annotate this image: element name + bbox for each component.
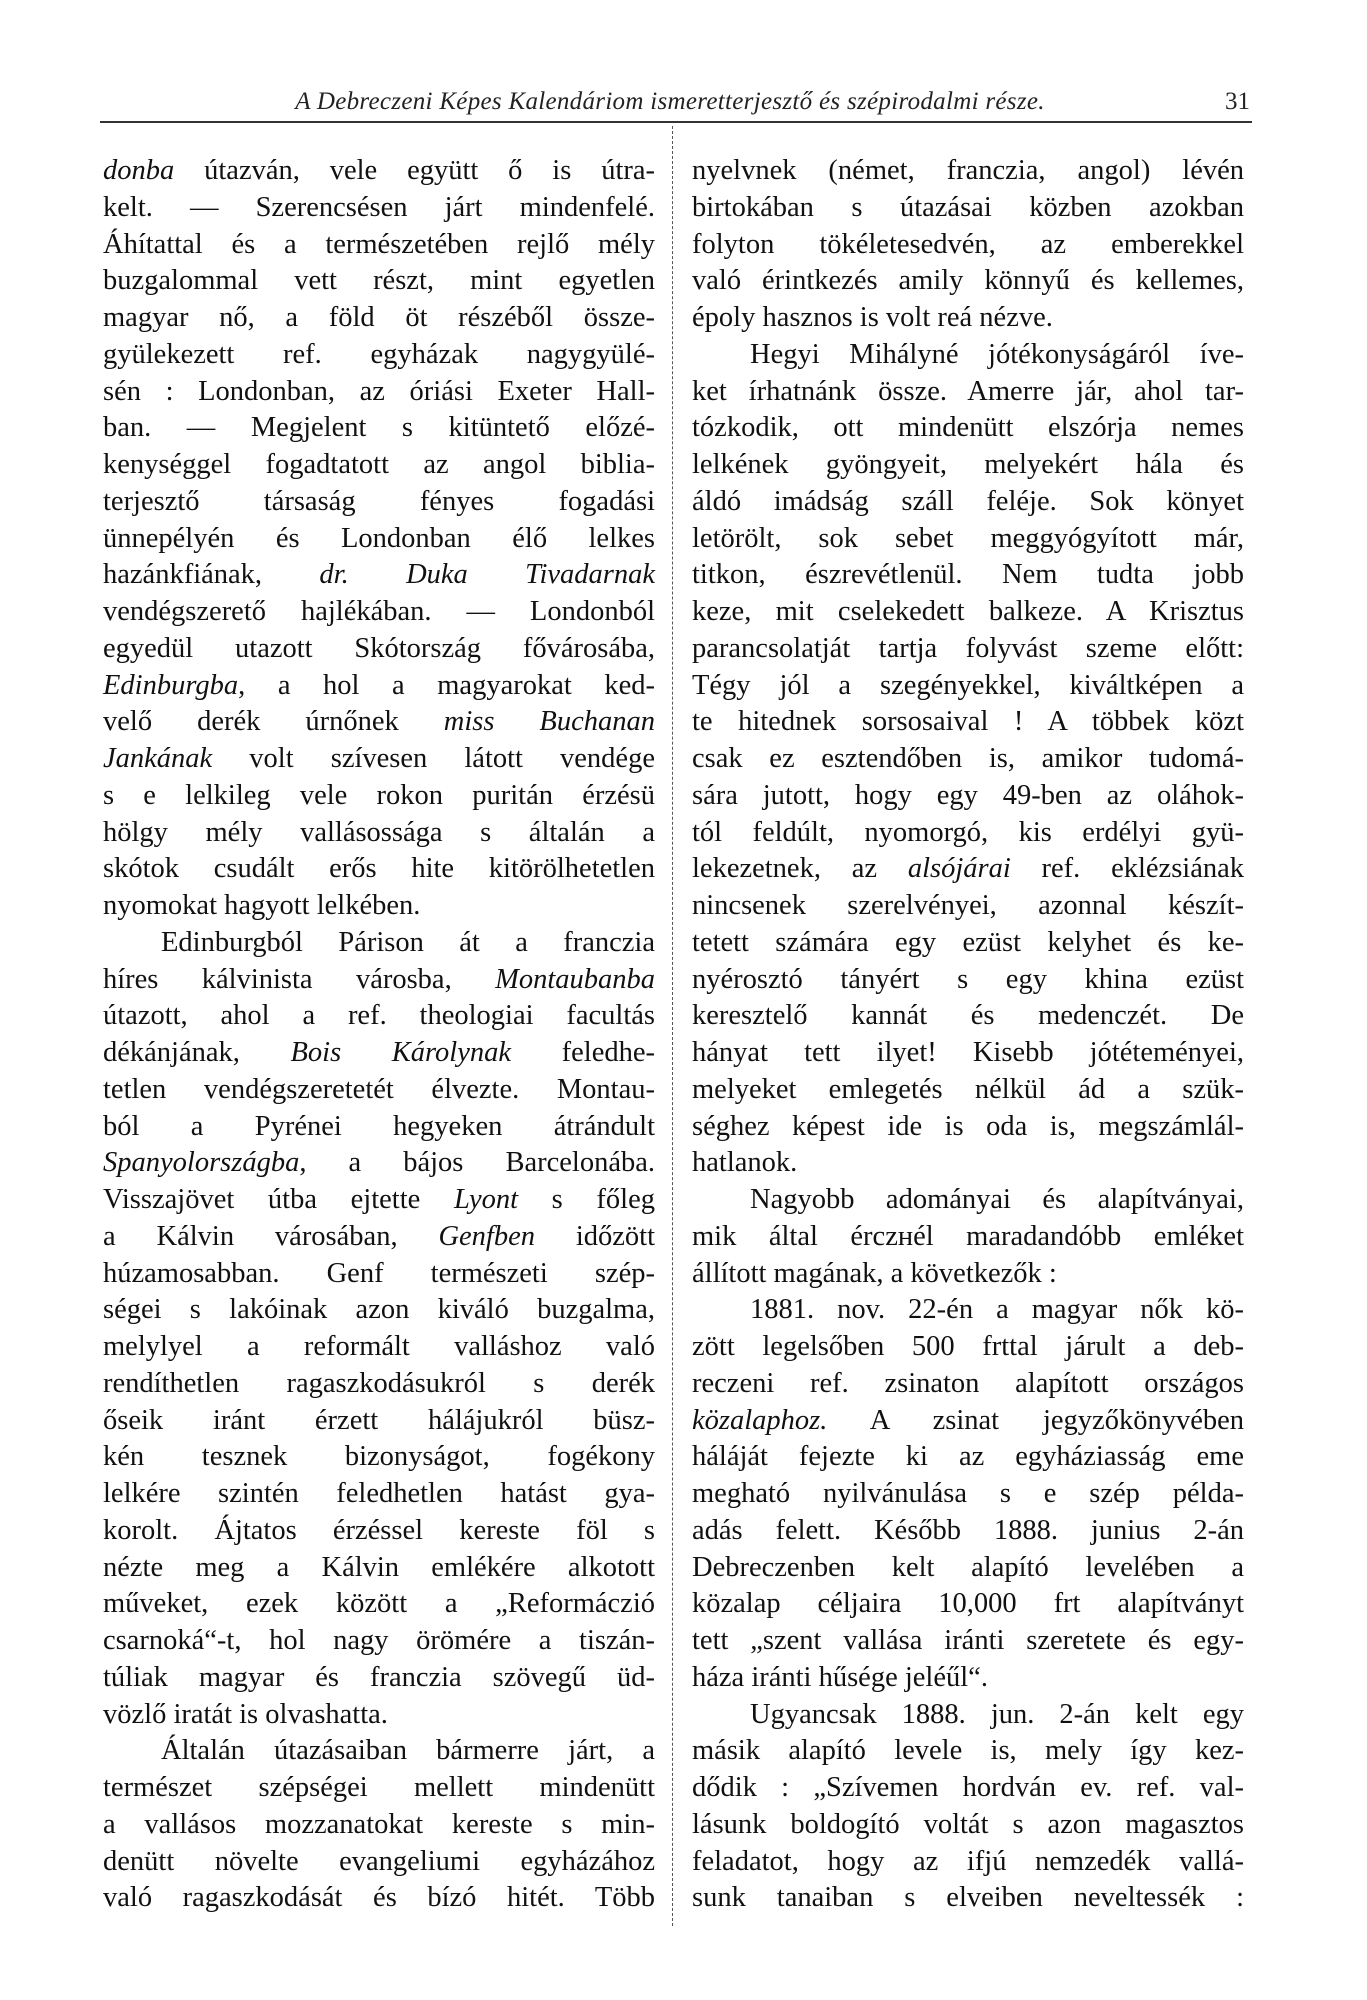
text-line: [692, 1108, 1244, 1145]
header-rule: [100, 121, 1252, 123]
text-segment: Visszajövet útba ejtette: [103, 1184, 454, 1215]
text-line: [692, 1475, 1244, 1512]
text-segment: ket írhatnánk össze. Amerre jár, ahol tar-: [692, 375, 1244, 407]
text-line: [692, 997, 1244, 1034]
text-segment: csarnoká“-t, hol nagy örömére a tiszán-: [103, 1625, 655, 1656]
text-line: [103, 850, 655, 887]
text-segment: korolt. Ájtatos érzéssel kereste föl s: [103, 1514, 655, 1546]
text-line: [103, 924, 655, 961]
text-segment: állított magának, a következők :: [692, 1257, 1057, 1289]
text-line: [103, 1843, 655, 1880]
text-line: [103, 152, 655, 189]
text-line: [103, 667, 655, 704]
text-line: [692, 446, 1244, 483]
text-segment: , a bájos Barcelonába.: [299, 1147, 655, 1179]
text-line: [103, 887, 655, 924]
text-segment: ségei s lakóinak azon kiváló buzgalma,: [103, 1294, 655, 1326]
text-segment: hányat tett ilyet! Kisebb jótéteményei,: [692, 1037, 1244, 1068]
text-segment: tól feldúlt, nyomorgó, kis erdélyi gyü-: [692, 816, 1244, 848]
text-segment: séghez képest ide is oda is, megszámlál-: [692, 1110, 1244, 1142]
text-segment: nincsenek szerelvényei, azonnal készít-: [692, 890, 1244, 921]
text-line: [692, 703, 1244, 740]
text-segment: lásunk boldogító voltát s azon magasztos: [692, 1808, 1244, 1840]
text-segment: hölgy mély vallásossága s általán a: [103, 816, 655, 848]
text-line: [103, 409, 655, 446]
text-line: [103, 703, 655, 740]
text-line: [692, 1622, 1244, 1659]
text-segment: Általán útazásaiban bármerre járt, a: [161, 1735, 655, 1767]
text-segment: ban. — Megjelent s kitüntető előzé-: [103, 412, 655, 444]
text-segment: nyomokat hagyott lelkében.: [103, 890, 421, 921]
text-segment: egyedül utazott Skótország fővárosába,: [103, 632, 655, 664]
text-line: [692, 667, 1244, 704]
italic-text-segment: Montaubanba: [495, 963, 655, 995]
text-line: [103, 1365, 655, 1402]
text-line: [103, 1549, 655, 1586]
text-segment: nyérosztó tányért s egy khina ezüst: [692, 963, 1244, 995]
text-line: [103, 1291, 655, 1328]
text-line: [103, 1255, 655, 1292]
italic-text-segment: miss Buchanan: [443, 706, 655, 738]
text-line: [692, 1144, 1244, 1181]
text-line: [103, 373, 655, 410]
text-line: [103, 1769, 655, 1806]
text-segment: rendíthetlen ragaszkodásukról s derék: [103, 1367, 655, 1399]
text-line: [103, 556, 655, 593]
text-line: [692, 189, 1244, 226]
text-segment: lelkének gyöngyeit, melyekért hála és: [692, 449, 1244, 480]
text-segment: csak ez esztendőben is, amikor tudomá-: [692, 743, 1244, 774]
italic-text-segment: Lyont: [453, 1184, 519, 1215]
text-segment: velő derék úrnőnek: [103, 706, 444, 738]
text-line: [692, 1255, 1244, 1292]
text-line: [692, 740, 1244, 777]
text-segment: skótok csudált erős hite kitörölhetetlen: [103, 853, 655, 885]
text-line: [692, 1181, 1244, 1218]
text-segment: ref. eklézsiának: [1010, 853, 1245, 885]
text-line: [692, 483, 1244, 520]
text-segment: a Kálvin városában,: [103, 1220, 439, 1252]
text-segment: lelkére szintén feledhetlen hatást gya-: [103, 1478, 655, 1509]
text-segment: sunk tanaiban s elveiben neveltessék :: [692, 1882, 1244, 1914]
text-segment: époly hasznos is volt reá nézve.: [692, 302, 1053, 333]
text-line: [692, 520, 1244, 557]
text-segment: te hitednek sorsosaival ! A többek közt: [692, 706, 1244, 738]
text-line: [692, 1071, 1244, 1108]
text-line: [103, 1144, 655, 1181]
text-segment: közalap céljaira 10,000 frt alapítványt: [692, 1588, 1244, 1620]
text-line: [692, 1843, 1244, 1880]
text-segment: adás felett. Később 1888. junius 2-án: [692, 1514, 1244, 1546]
text-segment: sára jutott, hogy egy 49-ben az oláhok-: [692, 779, 1244, 811]
text-line: [692, 556, 1244, 593]
text-segment: Nagyobb adományai és alapítványai,: [750, 1184, 1244, 1215]
text-segment: ból a Pyrénei hegyeken átrándult: [103, 1110, 655, 1142]
text-segment: birtokában s útazásai közben azokban: [692, 191, 1244, 223]
text-segment: sén : Londonban, az óriási Exeter Hall-: [103, 375, 655, 407]
text-segment: természet szépségei mellett mindenütt: [103, 1772, 655, 1803]
text-segment: Tégy jól a szegényekkel, kiváltképen a: [692, 669, 1244, 701]
text-segment: titkon, észrevétlenül. Nem tudta jobb: [692, 559, 1244, 591]
text-line: [692, 1218, 1244, 1255]
text-line: [692, 814, 1244, 851]
text-line: [103, 262, 655, 299]
text-line: [103, 740, 655, 777]
italic-text-segment: Spanyolországba: [103, 1147, 300, 1179]
text-line: [103, 1108, 655, 1145]
text-segment: tetlen vendégszeretetét élvezte. Montau-: [103, 1073, 655, 1105]
text-segment: melylyel a reformált valláshoz való: [103, 1331, 655, 1362]
text-line: [692, 850, 1244, 887]
text-segment: feladatot, hogy az ifjú nemzedék vallá-: [692, 1845, 1244, 1877]
text-line: [692, 336, 1244, 373]
text-segment: denütt növelte evangeliumi egyházához: [103, 1845, 655, 1877]
text-line: [103, 1512, 655, 1549]
italic-text-segment: Genfben: [438, 1220, 535, 1252]
text-segment: Hegyi Mihályné jótékonyságáról íve-: [750, 338, 1244, 370]
text-line: [692, 262, 1244, 299]
text-line: [692, 1402, 1244, 1439]
text-segment: letörölt, sok sebet meggyógyított már,: [692, 522, 1244, 554]
text-line: [692, 1732, 1244, 1769]
italic-text-segment: Bois Károlynak: [290, 1037, 512, 1068]
italic-text-segment: Edinburgba: [103, 669, 239, 701]
text-segment: s főleg: [518, 1184, 655, 1215]
text-segment: tetett számára egy ezüst kelyhet és ke-: [692, 926, 1244, 958]
text-line: [103, 1732, 655, 1769]
text-line: [692, 1806, 1244, 1843]
text-segment: keresztelő kannát és medenczét. De: [692, 1000, 1244, 1032]
text-line: [692, 226, 1244, 263]
text-line: [103, 336, 655, 373]
text-segment: nézte meg a Kálvin emlékére alkotott: [103, 1551, 655, 1583]
text-segment: terjesztő társaság fényes fogadási: [103, 485, 655, 517]
text-segment: mik által érczнél maradandóbb emléket: [692, 1220, 1244, 1252]
text-line: [692, 961, 1244, 998]
text-line: [692, 1328, 1244, 1365]
text-line: [103, 1585, 655, 1622]
text-segment: Ugyancsak 1888. jun. 2-án kelt egy: [750, 1698, 1244, 1730]
text-segment: , a hol a magyarokat ked-: [238, 669, 655, 701]
text-segment: reczeni ref. zsinaton alapított országos: [692, 1367, 1244, 1399]
text-segment: áldó imádság száll feléje. Sok könyet: [692, 485, 1244, 517]
text-line: [692, 1696, 1244, 1733]
text-segment: vendégszerető hajlékában. — Londonból: [103, 596, 655, 627]
text-segment: ünnepélyén és Londonban élő lelkes: [103, 522, 655, 554]
italic-text-segment: dr. Duka Tivadarnak: [319, 559, 655, 591]
text-line: [103, 1475, 655, 1512]
text-segment: kenységgel fogadtatott az angol biblia-: [103, 449, 655, 480]
text-line: [103, 1071, 655, 1108]
text-segment: a vallásos mozzanatokat kereste s min-: [103, 1808, 655, 1840]
text-segment: háza iránti hűsége jeléűl“.: [692, 1661, 988, 1693]
text-segment: tett „szent vallása iránti szeretete és egy-: [692, 1625, 1244, 1656]
text-line: [103, 630, 655, 667]
text-segment: hatlanok.: [692, 1147, 798, 1179]
text-segment: melyeket emlegetés nélkül ád a szük-: [692, 1073, 1244, 1105]
text-segment: kén tesznek bizonyságot, fogékony: [103, 1441, 655, 1473]
text-segment: lekezetnek, az: [692, 853, 908, 885]
text-line: [692, 1034, 1244, 1071]
text-line: [103, 961, 655, 998]
text-line: [692, 152, 1244, 189]
text-segment: való ragaszkodását és bízó hitét. Több: [103, 1882, 655, 1914]
column-divider: [672, 126, 673, 1926]
text-line: [103, 814, 655, 851]
text-line: [692, 1512, 1244, 1549]
text-line: [103, 1218, 655, 1255]
text-segment: kelt. — Szerencsésen járt mindenfelé.: [103, 191, 655, 223]
text-line: [692, 299, 1244, 336]
text-segment: túliak magyar és franczia szövegű üd-: [103, 1661, 655, 1693]
text-segment: való érintkezés amily könnyű és kellemes,: [692, 265, 1244, 297]
page-number: 31: [1225, 88, 1250, 115]
text-line: [103, 1806, 655, 1843]
text-line: [692, 1659, 1244, 1696]
text-line: [692, 1769, 1244, 1806]
text-line: [692, 1291, 1244, 1328]
text-line: [103, 189, 655, 226]
text-line: [692, 1365, 1244, 1402]
text-segment: dékánjának,: [103, 1037, 291, 1068]
text-line: [692, 373, 1244, 410]
text-line: [692, 1438, 1244, 1475]
text-segment: időzött: [535, 1220, 656, 1252]
italic-text-segment: közalaphoz.: [692, 1404, 828, 1436]
text-line: [103, 1622, 655, 1659]
text-line: [692, 1879, 1244, 1916]
text-line: [103, 593, 655, 630]
text-segment: húzamosabban. Genf természeti szép-: [103, 1257, 655, 1289]
text-line: [103, 997, 655, 1034]
italic-text-segment: Jankának: [103, 743, 213, 774]
text-segment: Edinburgból Párison át a franczia: [161, 926, 655, 958]
text-segment: őseik iránt érzett hálájukról büsz-: [103, 1404, 655, 1436]
text-segment: magyar nő, a föld öt részéből össze-: [103, 302, 655, 333]
text-segment: híres kálvinista városba,: [103, 963, 496, 995]
text-segment: A zsinat jegyzőkönyvében: [827, 1404, 1244, 1436]
text-segment: tózkodik, ott mindenütt elszórja nemes: [692, 412, 1244, 444]
text-line: [692, 409, 1244, 446]
text-segment: volt szívesen látott vendége: [212, 743, 655, 774]
italic-text-segment: donba: [103, 155, 175, 186]
text-segment: Áhítattal és a természetében rejlő mély: [103, 228, 655, 260]
text-segment: Debreczenben kelt alapító levelében a: [692, 1551, 1244, 1583]
text-segment: 1881. nov. 22-én a magyar nők kö-: [750, 1294, 1244, 1326]
text-segment: zött legelsőben 500 frttal járult a deb-: [692, 1331, 1244, 1362]
text-segment: másik alapító levele is, mely így kez-: [692, 1735, 1244, 1767]
text-segment: keze, mit cselekedett balkeze. A Krisztus: [692, 596, 1244, 627]
text-segment: hazánkfiának,: [103, 559, 320, 591]
text-line: [692, 887, 1244, 924]
text-segment: dődik : „Szívemen hordván ev. ref. val-: [692, 1772, 1244, 1803]
text-segment: buzgalommal vett részt, mint egyetlen: [103, 265, 655, 297]
text-segment: gyülekezett ref. egyházak nagygyülé-: [103, 338, 655, 370]
text-line: [103, 226, 655, 263]
text-line: [103, 520, 655, 557]
text-line: [692, 1549, 1244, 1586]
text-line: [103, 777, 655, 814]
text-segment: parancsolatját tartja folyvást szeme előtt:: [692, 632, 1244, 664]
text-line: [103, 1328, 655, 1365]
text-line: [103, 299, 655, 336]
text-segment: folyton tökéletesedvén, az emberekkel: [692, 228, 1244, 260]
text-segment: s e lelkileg vele rokon puritán érzésü: [103, 779, 655, 811]
text-line: [103, 1438, 655, 1475]
text-line: [692, 924, 1244, 961]
text-line: [692, 593, 1244, 630]
text-segment: útazván, vele együtt ő is útra-: [174, 155, 655, 186]
text-segment: műveket, ezek között a „Reformáczió: [103, 1588, 655, 1620]
text-line: [103, 1034, 655, 1071]
text-segment: vözlő iratát is olvashatta.: [103, 1698, 388, 1730]
text-line: [103, 1659, 655, 1696]
text-segment: útazott, ahol a ref. theologiai facultás: [103, 1000, 655, 1032]
text-segment: megható nyilvánulása s e szép példa-: [692, 1478, 1244, 1509]
text-segment: nyelvnek (német, franczia, angol) lévén: [692, 155, 1244, 186]
text-line: [692, 777, 1244, 814]
text-line: [103, 1879, 655, 1916]
text-line: [692, 1585, 1244, 1622]
running-header-title: A Debreczeni Képes Kalendáriom ismeretterjesztő és szépirodalmi része.: [295, 88, 1045, 115]
italic-text-segment: alsójárai: [907, 853, 1011, 885]
text-segment: háláját fejezte ki az egyháziasság eme: [692, 1441, 1244, 1473]
text-line: [103, 483, 655, 520]
text-line: [103, 1181, 655, 1218]
text-line: [103, 446, 655, 483]
text-line: [103, 1696, 655, 1733]
text-segment: feledhe-: [511, 1037, 655, 1068]
text-line: [692, 630, 1244, 667]
text-line: [103, 1402, 655, 1439]
